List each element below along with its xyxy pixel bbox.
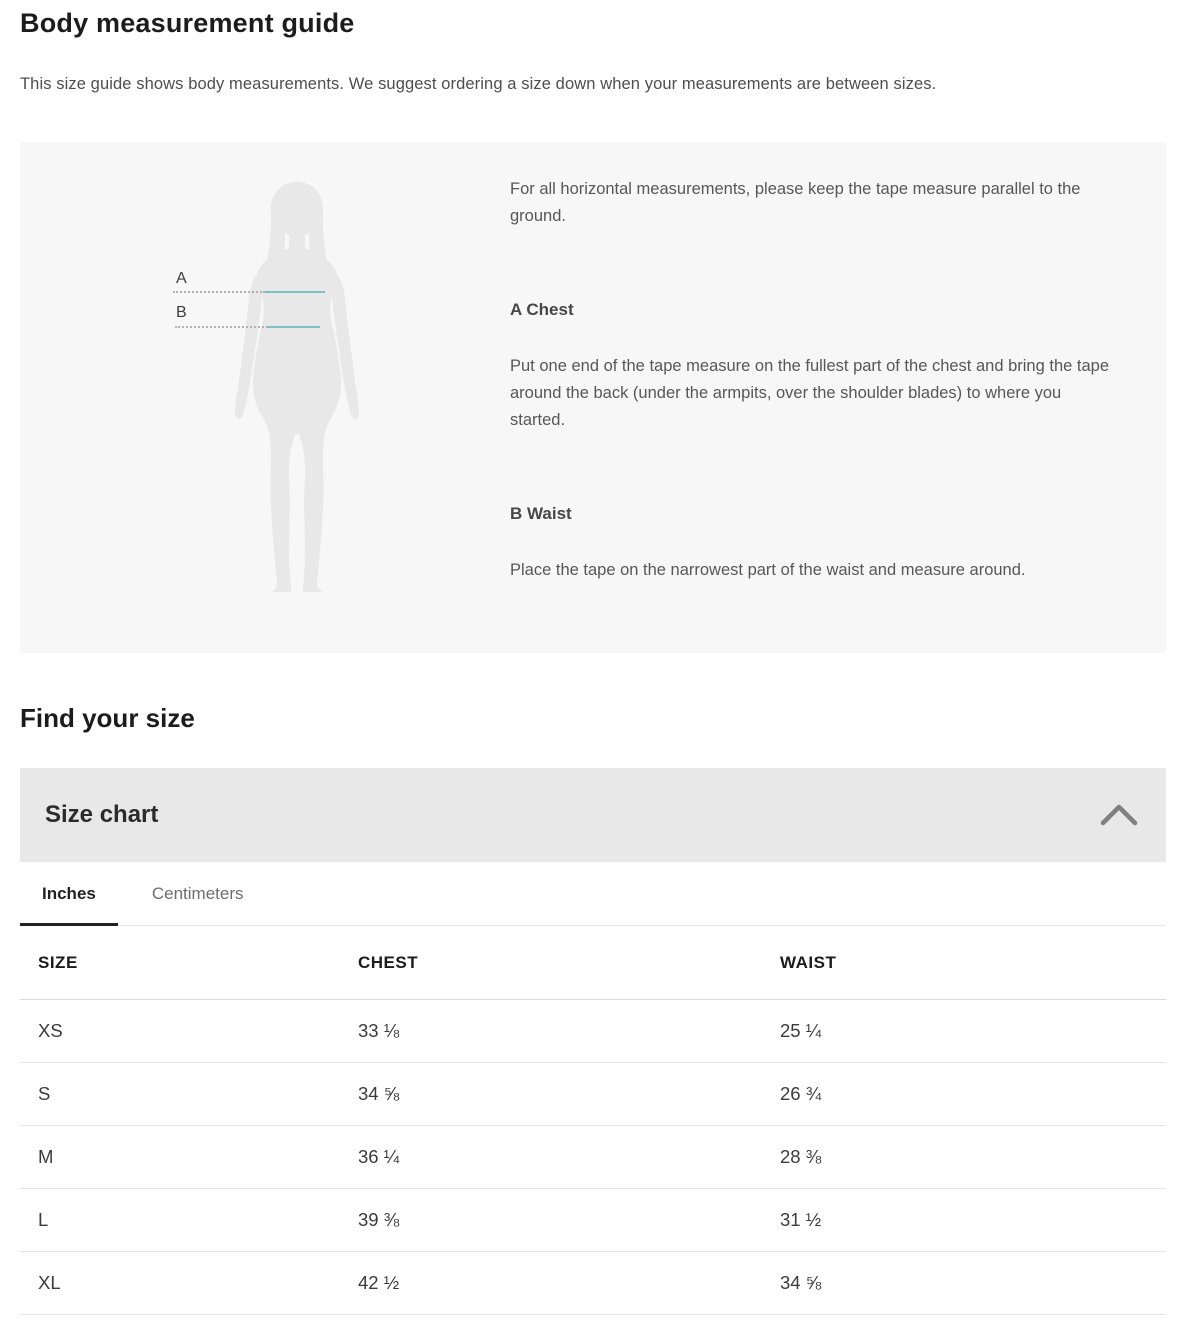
chest-section-body: Put one end of the tape measure on the fullest part of the chest and bring the tape around the back (under the armpits, over the shoulder blades) to where you started. [510,357,1109,429]
cell-waist: 31 ½ [780,1209,822,1230]
column-header-chest: CHEST [358,952,419,972]
unit-tabs [20,862,1166,926]
size-table [20,926,1166,1315]
waist-section-heading: B Waist [510,504,572,523]
tape-measure-note: For all horizontal measurements, please keep the tape measure parallel to the ground. [510,180,1081,225]
tab-centimeters[interactable]: Centimeters [151,883,244,903]
tab-inches[interactable]: Inches [20,862,118,925]
intro-text: This size guide shows body measurements. We suggest ordering a size down when your measurements are between sizes. [20,75,937,93]
table-row [20,1189,1166,1252]
cell-size: XL [38,1272,61,1293]
waist-section-body: Place the tape on the narrowest part of the waist and measure around. [510,561,1026,579]
cell-size: S [38,1083,51,1104]
cell-waist: 26 ¾ [780,1083,822,1104]
cell-waist: 28 ⅜ [780,1146,822,1167]
body-figure-area [20,142,510,653]
cell-waist: 25 ¼ [780,1020,822,1041]
table-row [20,1126,1166,1189]
chest-marker-label: A [176,270,187,287]
table-row [20,1000,1166,1063]
table-header-row [20,926,1166,1000]
size-table-body [20,1000,1166,1315]
cell-chest: 34 ⅝ [358,1083,400,1104]
cell-chest: 33 ⅛ [358,1020,400,1041]
cell-chest: 42 ½ [358,1272,400,1293]
waist-marker-label: B [176,304,187,321]
waist-guide-dotted-line [175,326,268,328]
page-title: Body measurement guide [20,8,355,38]
column-header-size: SIZE [38,952,78,972]
cell-chest: 39 ⅜ [358,1209,400,1230]
measurement-instructions [510,142,1166,584]
column-header-waist: WAIST [780,952,837,972]
size-chart-title: Size chart [45,801,159,828]
chevron-up-icon [1096,800,1142,830]
chest-section-heading: A Chest [510,300,574,319]
table-row [20,1063,1166,1126]
table-row [20,1252,1166,1315]
cell-chest: 36 ¼ [358,1146,400,1167]
cell-size: L [38,1209,49,1230]
body-silhouette-image [215,170,385,600]
chest-measure-line [265,291,325,293]
cell-size: XS [38,1020,63,1041]
cell-size: M [38,1146,54,1167]
waist-measure-line [268,326,320,328]
size-guide-page [0,8,1186,1315]
find-your-size-heading: Find your size [20,703,195,733]
size-chart-collapsible-header[interactable] [20,768,1166,862]
measurement-guide-panel [20,142,1166,653]
cell-waist: 34 ⅝ [780,1272,822,1293]
collapse-button[interactable] [1096,800,1142,830]
chest-guide-dotted-line [173,291,265,293]
